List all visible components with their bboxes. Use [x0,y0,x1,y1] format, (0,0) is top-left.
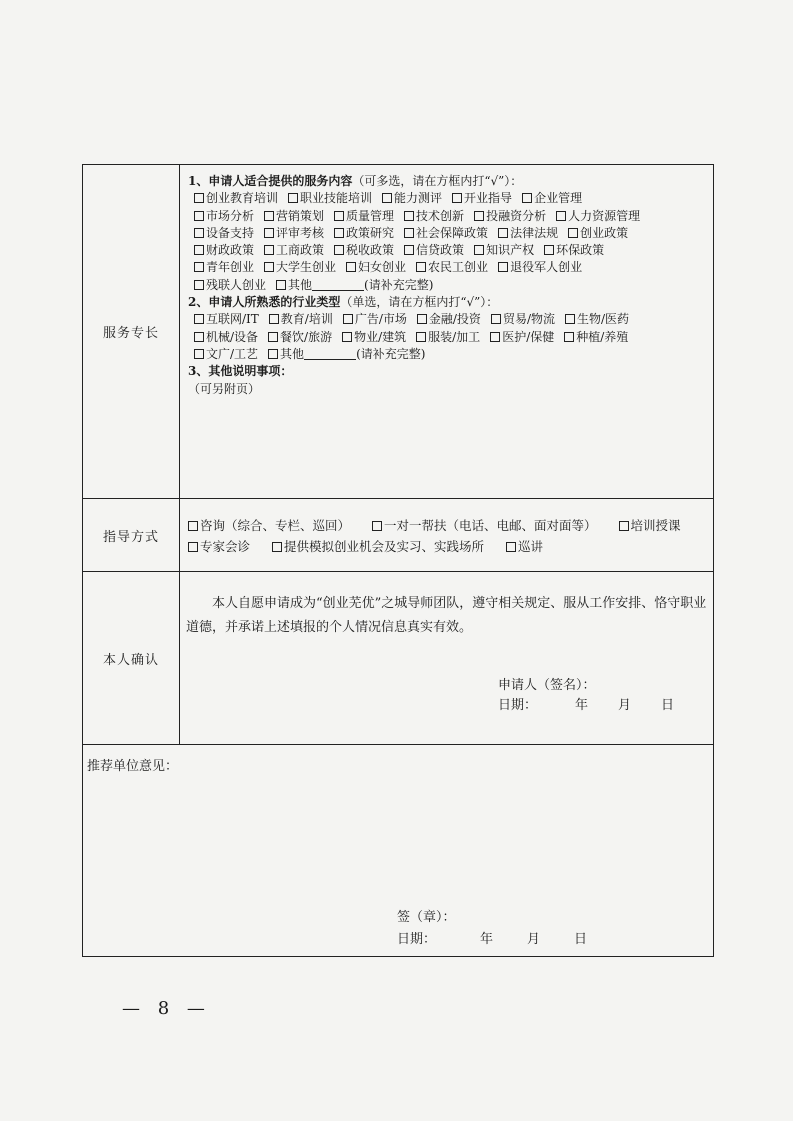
q2-option[interactable] [417,311,481,328]
guidance-option[interactable] [188,538,250,555]
checkbox[interactable] [568,228,578,238]
q1-option[interactable] [382,190,442,207]
q1-option-label: 政策研究 [346,225,395,240]
q1-option[interactable] [288,190,372,207]
q1-other-option[interactable] [276,277,433,294]
q1-option[interactable] [334,225,394,242]
q2-option-label: 服装/加工 [428,329,481,344]
q1-option[interactable] [194,225,254,242]
q2-option[interactable] [269,311,333,328]
q1-row [188,242,707,259]
q2-option[interactable] [194,311,259,328]
q1-row [188,225,707,242]
checkbox[interactable] [194,193,204,203]
date-label: 日期： [397,932,437,947]
checkbox[interactable] [264,228,274,238]
guidance-option-label: 咨询（综合、专栏、巡回） [200,518,351,533]
q1-option[interactable] [452,190,512,207]
checkbox[interactable] [194,228,204,238]
q2-option[interactable] [490,329,554,346]
q3-title: 3、其他说明事项： [188,364,293,379]
guidance-option-label: 一对一帮扶（电话、电邮、面对面等） [384,518,597,533]
checkbox[interactable] [264,245,274,255]
q1-option[interactable] [264,208,324,225]
q1-option-label: 税收政策 [346,243,395,258]
q1-option[interactable] [544,242,604,259]
checkbox[interactable] [346,262,356,272]
checkbox[interactable] [194,332,204,342]
q1-option-label: 大学生创业 [276,260,337,275]
q2-option[interactable] [564,329,628,346]
q1-other-blank[interactable] [312,280,364,291]
q1-option-label: 创业教育培训 [206,191,279,206]
q2-heading [188,294,707,311]
checkbox[interactable] [544,245,554,255]
q1-option-label: 社会保障政策 [416,225,489,240]
q2-row [188,311,707,328]
checkbox[interactable] [382,193,392,203]
q2-option-label: 餐饮/旅游 [280,329,333,344]
checkbox[interactable] [416,332,426,342]
q1-option[interactable] [498,225,558,242]
checkbox[interactable] [264,211,274,221]
q2-option[interactable] [194,329,258,346]
q1-option[interactable] [416,259,488,276]
q1-option[interactable] [522,190,582,207]
q1-option[interactable] [264,225,324,242]
checkbox[interactable] [194,245,204,255]
personal-confirmation-label: 本人确认 [83,572,180,744]
checkbox[interactable] [564,332,574,342]
q1-option[interactable] [194,242,254,259]
q2-option[interactable] [268,329,332,346]
recommending-unit-row [83,745,713,958]
q1-option-label: 职业技能培训 [300,191,373,206]
guidance-method-row [83,499,713,572]
applicant-signature-label: 申请人（签名）： [498,678,596,693]
service-expertise-row [83,165,713,499]
checkbox[interactable] [334,228,344,238]
q1-option-label: 创业政策 [580,225,629,240]
q2-option-label: 物业/建筑 [354,329,407,344]
q2-option-label: 种植/养殖 [576,329,629,344]
checkbox[interactable] [404,211,414,221]
guidance-option[interactable] [372,517,597,534]
q2-last-row [188,346,707,363]
checkbox[interactable] [452,193,462,203]
checkbox[interactable] [491,314,501,324]
guidance-option-label: 培训授课 [630,518,681,533]
recommend-date-row [397,929,587,951]
guidance-option-label: 巡讲 [518,539,544,555]
q1-option[interactable] [334,242,394,259]
guidance-option-label: 专家会诊 [200,539,251,555]
q1-option[interactable] [474,208,546,225]
q1-option-label: 营销策划 [276,208,325,223]
checkbox[interactable] [404,228,414,238]
q1-option-label: 妇女创业 [358,260,407,275]
checkbox[interactable] [188,542,198,552]
q1-option-label: 残联人创业 [206,277,267,292]
q1-option[interactable] [346,259,406,276]
guidance-option[interactable] [619,517,681,534]
q1-option[interactable] [194,208,254,225]
q1-option[interactable] [264,259,336,276]
year-label: 年 [575,698,589,713]
q1-option[interactable] [404,242,464,259]
q1-option[interactable] [194,277,266,294]
q1-option-label: 知识产权 [486,243,535,258]
checkbox[interactable] [334,245,344,255]
checkbox[interactable] [288,193,298,203]
guidance-option[interactable] [506,538,543,555]
checkbox[interactable] [417,314,427,324]
q2-option-label: 文广/工艺 [206,346,259,361]
service-expertise-content [180,165,713,498]
q1-option[interactable] [498,259,582,276]
q2-option[interactable] [342,329,406,346]
checkbox[interactable] [565,314,575,324]
q2-option-list [188,311,707,346]
q1-option[interactable] [404,225,488,242]
guidance-option[interactable] [272,538,484,555]
q3-note: （可另附页） [188,381,261,396]
checkbox[interactable] [269,314,279,324]
checkbox[interactable] [276,280,286,290]
q2-option-label: 生物/医药 [576,312,630,327]
q1-option-label: 青年创业 [206,260,255,275]
checkbox[interactable] [498,262,508,272]
checkbox[interactable] [194,211,204,221]
day-label: 日 [574,932,588,947]
checkbox[interactable] [474,245,484,255]
q2-other-label: 其他 [280,346,305,361]
q1-option[interactable] [194,259,254,276]
q1-option-label: 法律法规 [510,225,559,240]
guidance-option[interactable] [188,517,350,534]
q1-row [188,259,707,276]
guidance-options-line-2 [188,538,707,555]
checkbox[interactable] [264,262,274,272]
q1-row [188,208,707,225]
checkbox[interactable] [272,542,282,552]
checkbox[interactable] [556,211,566,221]
q2-other-option[interactable] [268,346,425,363]
checkbox[interactable] [474,211,484,221]
q2-option-label: 广告/市场 [354,312,407,327]
q1-option-label: 企业管理 [534,191,583,206]
q2-option-label: 金融/投资 [428,312,481,327]
q1-option[interactable] [194,190,278,207]
q1-option[interactable] [568,225,628,242]
q1-other-note: (请补充完整) [364,277,434,292]
q1-option[interactable] [334,208,394,225]
checkbox[interactable] [194,262,204,272]
q2-option-label: 互联网/IT [206,312,259,327]
q1-option-label: 市场分析 [206,208,255,223]
q1-option-label: 退役军人创业 [510,260,583,275]
confirmation-statement: 本人自愿申请成为“创业芜优”之城导师团队，遵守相关规定、服从工作安排、恪守职业道德，并承诺上述填报的个人情况信息真实有效。 [186,596,707,635]
q2-option-label: 贸易/物流 [502,312,555,327]
checkbox[interactable] [342,332,352,342]
q1-option-list [188,190,707,276]
guidance-option-label: 提供模拟创业机会及实习、实践场所 [284,539,485,555]
checkbox[interactable] [506,542,516,552]
recommending-seal-block [397,907,587,951]
q2-option-label: 教育/培训 [280,312,333,327]
q1-option-label: 环保政策 [556,243,605,258]
applicant-signature-block [498,676,674,716]
q1-option-label: 质量管理 [346,208,395,223]
day-label: 日 [661,698,675,713]
checkbox[interactable] [194,349,204,359]
checkbox[interactable] [268,332,278,342]
q1-option-label: 开业指导 [464,191,513,206]
q1-option-label: 设备支持 [206,225,255,240]
checkbox[interactable] [372,521,382,531]
q1-option-label: 工商政策 [276,243,325,258]
checkbox[interactable] [522,193,532,203]
q2-option[interactable] [565,311,629,328]
checkbox[interactable] [334,211,344,221]
application-form-table [82,164,714,957]
personal-confirmation-row [83,572,713,745]
q1-option[interactable] [404,208,464,225]
q1-option[interactable] [556,208,640,225]
q1-hint: （可多选，请在方框内打“√”）： [352,174,523,188]
q1-title: 1、申请人适合提供的服务内容 [188,174,353,188]
checkbox[interactable] [490,332,500,342]
q1-option-label: 农民工创业 [428,260,489,275]
checkbox[interactable] [268,349,278,359]
month-label: 月 [618,698,632,713]
q2-option-label: 机械/设备 [206,329,259,344]
q1-option[interactable] [264,242,324,259]
date-label: 日期： [498,698,538,713]
service-expertise-label: 服务专长 [83,165,180,498]
q2-option[interactable] [491,311,555,328]
checkbox[interactable] [416,262,426,272]
guidance-method-label: 指导方式 [83,499,180,571]
q2-option[interactable] [343,311,407,328]
q2-other-note: (请补充完整) [356,346,426,361]
q1-option-label: 技术创新 [416,208,465,223]
recommending-unit-title: 推荐单位意见： [87,759,179,774]
seal-label: 签（章）： [397,910,456,925]
page-number: — 8 — [122,998,211,1019]
applicant-date-row [498,696,674,716]
checkbox[interactable] [194,314,204,324]
q1-option-label: 信贷政策 [416,243,465,258]
q1-heading [188,173,707,190]
q2-row [188,329,707,346]
month-label: 月 [527,932,541,947]
q1-last-row [188,277,707,294]
q1-option-label: 人力资源管理 [568,208,641,223]
q2-option-label: 医护/保健 [502,329,555,344]
q1-row [188,190,707,207]
checkbox[interactable] [498,228,508,238]
checkbox[interactable] [188,521,198,531]
q1-other-label: 其他 [288,277,313,292]
guidance-method-content [180,499,713,571]
checkbox[interactable] [404,245,414,255]
q1-option-label: 评审考核 [276,225,325,240]
q1-option-label: 财政政策 [206,243,255,258]
q2-title: 2、申请人所熟悉的行业类型 [188,295,341,310]
q2-option[interactable] [194,346,258,363]
q2-hint: （单选，请在方框内打“√”）： [340,295,499,310]
q2-option[interactable] [416,329,480,346]
checkbox[interactable] [343,314,353,324]
personal-confirmation-content [180,572,713,744]
guidance-options-line-1 [188,517,707,534]
q1-option-label: 投融资分析 [486,208,547,223]
checkbox[interactable] [619,521,629,531]
q2-other-blank[interactable] [304,349,356,360]
q1-option[interactable] [474,242,534,259]
q1-option-label: 能力测评 [394,191,443,206]
checkbox[interactable] [194,280,204,290]
year-label: 年 [480,932,494,947]
